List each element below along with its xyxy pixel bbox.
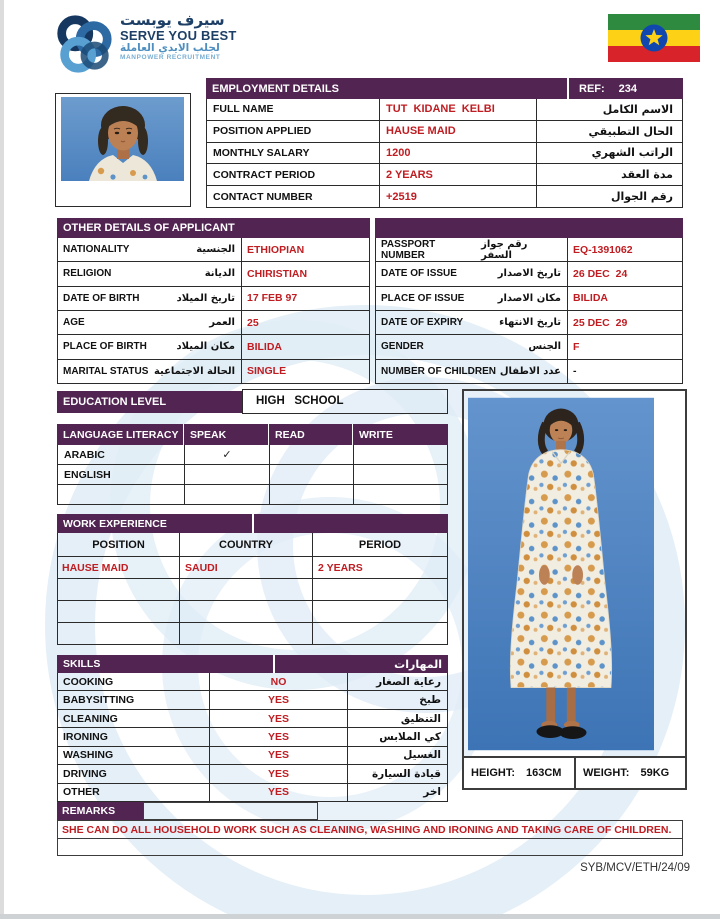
skill-value: YES: [209, 747, 348, 764]
height-label: HEIGHT:: [471, 767, 515, 779]
write-cell: [353, 465, 447, 484]
table-row: [58, 286, 369, 310]
table-row: [207, 185, 682, 207]
field-label-arabic: مكان الاصدار: [497, 292, 561, 304]
field-label: FULL NAME: [213, 103, 274, 116]
ref-value: 234: [618, 82, 638, 95]
section-title: OTHER DETAILS OF APPLICANT: [63, 222, 235, 234]
skill-label-arabic: الغسيل: [403, 749, 441, 762]
weight-cell: [576, 758, 685, 788]
remarks-text: SHE CAN DO ALL HOUSEHOLD WORK SUCH AS CLEANING, WASHING AND IRONING AND TAKING CARE OF CHILDREN.: [57, 820, 683, 839]
field-label: PLACE OF BIRTH: [63, 341, 147, 353]
skill-label-arabic: كي الملابس: [379, 730, 441, 743]
field-label: NUMBER OF CHILDREN: [381, 365, 496, 377]
write-cell: [353, 485, 447, 504]
remarks-header-empty-cell: [143, 802, 318, 820]
field-label-arabic: تاريخ الميلاد: [176, 292, 235, 304]
table-row: [58, 673, 447, 690]
work-experience-table: [57, 514, 448, 645]
page-edge-left: [0, 0, 4, 919]
skill-name: DRIVING: [63, 767, 107, 780]
applicant-fullbody-photo: [468, 395, 654, 753]
field-label-arabic: الحال التطبيقي: [588, 124, 673, 138]
speak-cell: [184, 465, 269, 484]
field-value: +2519: [379, 186, 537, 207]
speak-cell: [184, 485, 269, 504]
brand-text-block: [120, 13, 280, 62]
country-cell: [179, 623, 312, 644]
table-row: [58, 261, 369, 285]
field-value: 26 DEC 24: [567, 262, 682, 285]
field-value: 25: [241, 311, 369, 334]
other-details-body: [57, 238, 683, 384]
table-row: [376, 334, 682, 358]
table-row: [376, 359, 682, 383]
field-value: EQ-1391062: [567, 238, 682, 261]
language-name: [58, 485, 184, 504]
column-header: PERIOD: [312, 533, 447, 556]
skills-rows: [57, 673, 448, 802]
table-row: [207, 120, 682, 142]
work-experience-header: [57, 514, 448, 533]
position-cell: [58, 601, 179, 622]
remarks-empty-row: [57, 838, 683, 856]
skills-header: [57, 655, 448, 673]
field-label-arabic: تاريخ الاصدار: [497, 268, 561, 280]
other-details-left-column: [57, 238, 370, 384]
height-value: 163CM: [526, 767, 562, 779]
table-row: [58, 334, 369, 358]
skill-value: YES: [209, 691, 348, 708]
period-cell: 2 YEARS: [312, 557, 447, 578]
field-value: CHIRISTIAN: [241, 262, 369, 285]
field-value: F: [567, 335, 682, 358]
weight-label: WEIGHT:: [583, 767, 630, 779]
skill-value: YES: [209, 784, 348, 801]
field-label-arabic: عدد الاطفال: [499, 365, 561, 377]
skill-label-arabic: طبخ: [419, 694, 441, 707]
applicant-photo-panel: [462, 389, 687, 790]
field-label-arabic: مدة العقد: [621, 168, 673, 182]
field-label-arabic: تاريخ الانتهاء: [499, 317, 561, 329]
brand-name-arabic: سيرف يوبست: [120, 11, 225, 29]
field-label: DATE OF BIRTH: [63, 292, 140, 304]
table-row: [58, 764, 447, 782]
table-row: [376, 286, 682, 310]
header-divider: [370, 218, 375, 238]
write-cell: [353, 445, 447, 464]
field-label: DATE OF EXPIRY: [381, 317, 464, 329]
field-label: NATIONALITY: [63, 244, 130, 256]
field-value: HAUSE MAID: [379, 121, 537, 142]
height-cell: [464, 758, 576, 788]
skill-name: CLEANING: [63, 712, 118, 725]
column-header: WRITE: [352, 424, 448, 445]
brand-tagline-arabic: لجلب الايدي العاملة: [120, 42, 220, 55]
country-cell: [179, 601, 312, 622]
section-title-arabic: المهارات: [394, 657, 442, 671]
skill-value: YES: [209, 710, 348, 727]
field-value: 1200: [379, 143, 537, 164]
table-row: [58, 727, 447, 745]
ethiopia-flag: [608, 14, 700, 62]
language-literacy-rows: [57, 445, 448, 505]
column-header: SPEAK: [183, 424, 268, 445]
brand-name-english: SERVE YOU BEST: [120, 27, 237, 43]
field-label-arabic: رقم جواز السفر: [481, 238, 528, 261]
field-label: GENDER: [381, 341, 424, 353]
field-label-arabic: الجنس: [528, 341, 561, 353]
field-label-arabic: رقم الجوال: [610, 190, 673, 204]
column-header: COUNTRY: [179, 533, 312, 556]
column-header: READ: [268, 424, 352, 445]
field-label-arabic: مكان الميلاد: [176, 341, 235, 353]
field-value: BILIDA: [567, 287, 682, 310]
table-row: [58, 709, 447, 727]
skill-label-arabic: اخر: [423, 786, 441, 799]
skill-value: YES: [209, 765, 348, 782]
remarks-header: REMARKS: [57, 802, 143, 820]
table-row: [58, 690, 447, 708]
weight-value: 59KG: [640, 767, 670, 779]
language-literacy-header: [57, 424, 448, 445]
work-experience-body: [57, 533, 448, 645]
read-cell: [269, 465, 353, 484]
skills-table: [57, 655, 448, 802]
field-label: PLACE OF ISSUE: [381, 292, 465, 304]
field-label-arabic: العمر: [209, 317, 235, 329]
period-cell: [312, 579, 447, 600]
country-cell: SAUDI: [179, 557, 312, 578]
field-label-arabic: الجنسية: [196, 244, 235, 256]
table-row: [58, 445, 447, 464]
field-label-arabic: الراتب الشهري: [591, 146, 673, 160]
height-weight-row: [464, 756, 685, 788]
table-row: [207, 99, 682, 120]
field-label: DATE OF ISSUE: [381, 268, 457, 280]
table-row: [58, 464, 447, 484]
table-row: [58, 746, 447, 764]
table-row: [207, 142, 682, 164]
field-value: BILIDA: [241, 335, 369, 358]
field-label-arabic: الحالة الاجتماعية: [153, 365, 235, 377]
table-row: [376, 310, 682, 334]
document-reference-code: SYB/MCV/ETH/24/09: [580, 862, 690, 874]
education-level-label: EDUCATION LEVEL: [57, 391, 242, 413]
section-title: SKILLS: [63, 658, 101, 670]
skill-value: NO: [209, 673, 348, 690]
country-cell: [179, 579, 312, 600]
ref-cell: [567, 78, 683, 99]
field-value: 2 YEARS: [379, 164, 537, 185]
table-row: [376, 238, 682, 261]
column-header: POSITION: [92, 538, 145, 551]
page-edge-bottom: [0, 914, 720, 919]
language-name: ARABIC: [64, 448, 105, 461]
education-level-value: HIGH SCHOOL: [242, 389, 448, 414]
position-cell: [58, 579, 179, 600]
field-value: TUT KIDANE KELBI: [379, 99, 537, 120]
table-row: [58, 556, 447, 578]
field-label-arabic: الديانة: [204, 268, 235, 280]
language-literacy-table: [57, 424, 448, 505]
table-row: [58, 600, 447, 622]
read-cell: [269, 445, 353, 464]
table-row: [58, 783, 447, 801]
skill-label-arabic: التنظيق: [400, 712, 441, 725]
section-title: EMPLOYMENT DETAILS: [212, 82, 339, 95]
field-value: ETHIOPIAN: [241, 238, 369, 261]
employment-details-header: [206, 78, 683, 99]
field-label: POSITION APPLIED: [213, 125, 312, 138]
period-cell: [312, 623, 447, 644]
skill-name: OTHER: [63, 786, 100, 799]
field-label-arabic: الاسم الكامل: [602, 102, 673, 116]
header-divider: [273, 655, 275, 673]
period-cell: [312, 601, 447, 622]
field-label: RELIGION: [63, 268, 112, 280]
table-row: [58, 238, 369, 261]
table-row: [58, 622, 447, 644]
field-label: AGE: [63, 317, 85, 329]
field-label: MONTHLY SALARY: [213, 146, 310, 159]
field-value: 17 FEB 97: [241, 287, 369, 310]
ref-label: REF:: [579, 82, 605, 95]
read-cell: [269, 485, 353, 504]
skill-name: IRONING: [63, 730, 108, 743]
brand-logo-icon: [52, 13, 114, 75]
skill-name: COOKING: [63, 675, 114, 688]
header-divider: [252, 514, 254, 533]
other-details-section: [57, 218, 683, 384]
brand-tagline-english: MANPOWER RECRUITMENT: [120, 54, 221, 62]
skill-name: WASHING: [63, 749, 114, 762]
applicant-headshot-photo: [61, 97, 184, 181]
field-label: PASSPORT NUMBER: [381, 238, 436, 261]
position-cell: HAUSE MAID: [62, 561, 129, 574]
column-header: LANGUAGE LITERACY: [63, 428, 179, 441]
field-value: 25 DEC 29: [567, 311, 682, 334]
table-row: [58, 484, 447, 504]
table-row: [58, 359, 369, 383]
table-row: [58, 578, 447, 600]
employment-rows: [206, 99, 683, 208]
skill-label-arabic: رعاية الصغار: [376, 675, 441, 688]
field-label: MARITAL STATUS: [63, 365, 149, 377]
table-row: [376, 261, 682, 285]
position-cell: [58, 623, 179, 644]
section-title: WORK EXPERIENCE: [63, 517, 167, 530]
field-value: SINGLE: [241, 360, 369, 383]
field-value: -: [567, 360, 682, 383]
other-details-header: [57, 218, 683, 238]
work-experience-column-headers: [58, 533, 447, 556]
table-row: [207, 163, 682, 185]
speak-cell: ✓: [184, 445, 269, 464]
other-details-right-column: [375, 238, 683, 384]
employment-details-table: [206, 78, 683, 208]
field-label: CONTRACT PERIOD: [213, 168, 316, 181]
skill-label-arabic: قيادة السيارة: [371, 767, 441, 780]
table-row: [58, 310, 369, 334]
language-name: ENGLISH: [64, 468, 111, 481]
field-label: CONTACT NUMBER: [213, 190, 313, 203]
skill-name: BABYSITTING: [63, 694, 135, 707]
skill-value: YES: [209, 728, 348, 745]
applicant-headshot-box: [55, 93, 191, 207]
